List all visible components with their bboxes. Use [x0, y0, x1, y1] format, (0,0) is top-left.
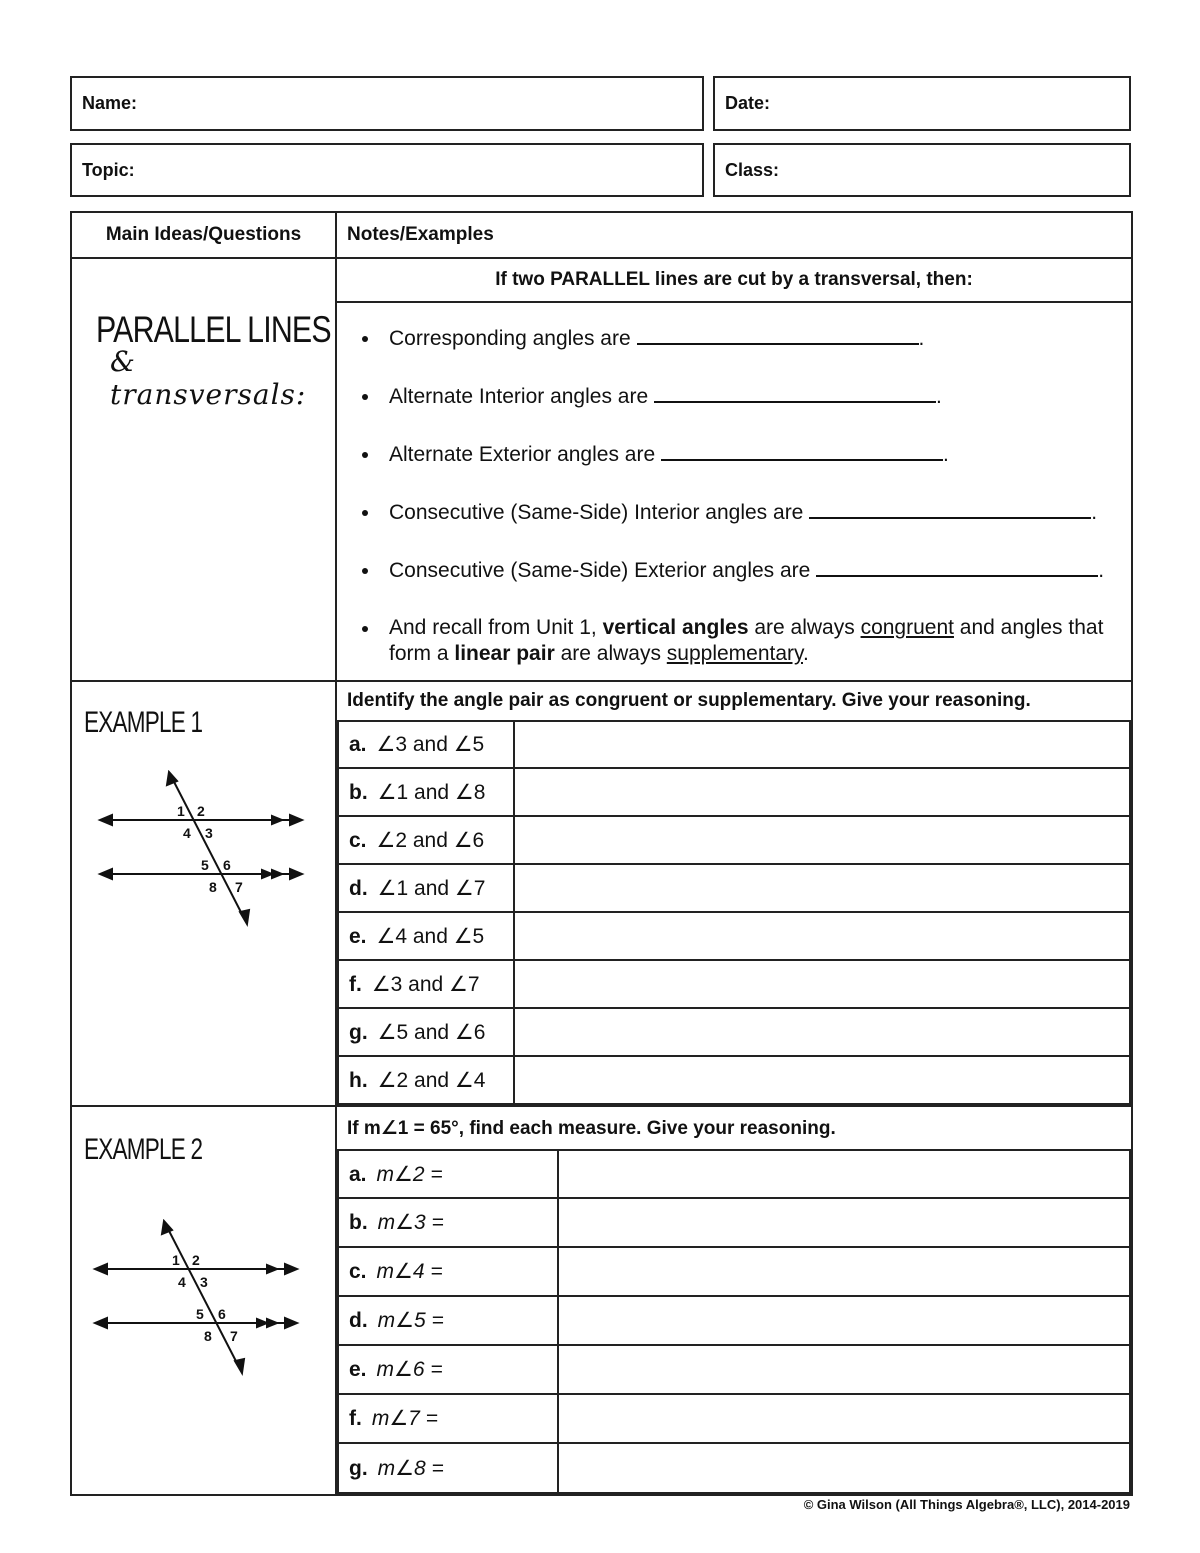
answer-cell[interactable] [514, 912, 1130, 960]
answer-cell[interactable] [558, 1296, 1130, 1345]
answer-blank[interactable] [816, 557, 1098, 577]
svg-text:5: 5 [196, 1306, 204, 1322]
list-item: Alternate Interior angles are . [357, 383, 1131, 410]
table-row: g. m∠8 = [338, 1443, 1130, 1493]
answer-cell[interactable] [558, 1345, 1130, 1394]
list-item: Alternate Exterior angles are . [357, 441, 1131, 468]
svg-text:7: 7 [230, 1328, 238, 1344]
topic-field[interactable] [70, 143, 704, 197]
answer-blank[interactable] [809, 499, 1091, 519]
name-field[interactable] [70, 76, 704, 131]
table-row: h. ∠2 and ∠4 [338, 1056, 1130, 1104]
list-item: Corresponding angles are . [357, 325, 1131, 352]
section1-subtitle: & transversals: [110, 345, 307, 411]
copyright-footer: © Gina Wilson (All Things Algebra®, LLC), 2014-2019 [803, 1497, 1130, 1512]
section1-notes [336, 258, 1132, 681]
answer-blank[interactable] [654, 383, 936, 403]
table-row: f. m∠7 = [338, 1394, 1130, 1443]
svg-text:2: 2 [192, 1252, 200, 1268]
answer-cell[interactable] [514, 1056, 1130, 1104]
answer-cell[interactable] [558, 1443, 1130, 1493]
svg-text:8: 8 [204, 1328, 212, 1344]
class-field[interactable] [713, 143, 1131, 197]
name-label: Name: [82, 93, 138, 113]
notes-examples-header: Notes/Examples [336, 212, 1132, 258]
class-label: Class: [725, 159, 780, 180]
notes-table [70, 211, 1133, 1496]
svg-text:7: 7 [235, 879, 243, 895]
answer-cell[interactable] [514, 721, 1130, 768]
rule-list [337, 303, 1131, 667]
example1-title: EXAMPLE 1 [84, 706, 203, 739]
table-row: e. ∠4 and ∠5 [338, 912, 1130, 960]
table-row: b. m∠3 = [338, 1198, 1130, 1247]
svg-text:1: 1 [177, 803, 185, 819]
answer-cell[interactable] [514, 1008, 1130, 1056]
answer-cell[interactable] [514, 768, 1130, 816]
table-row: d. m∠5 = [338, 1296, 1130, 1345]
svg-text:4: 4 [178, 1274, 186, 1290]
answer-cell[interactable] [514, 816, 1130, 864]
example1-main-idea [71, 681, 336, 1106]
table-row: c. m∠4 = [338, 1247, 1130, 1296]
example2-main-idea [71, 1106, 336, 1495]
parallel-lines-diagram-2 [92, 1219, 312, 1379]
example2-title: EXAMPLE 2 [84, 1133, 203, 1166]
topic-label: Topic: [82, 159, 135, 180]
table-row: b. ∠1 and ∠8 [338, 768, 1130, 816]
svg-text:3: 3 [205, 825, 213, 841]
example1-instruction: Identify the angle pair as congruent or supplementary. Give your reasoning. [347, 690, 1031, 711]
list-item: Consecutive (Same-Side) Interior angles are . [357, 499, 1131, 526]
answer-cell[interactable] [558, 1150, 1130, 1198]
table-row: f. ∠3 and ∠7 [338, 960, 1130, 1008]
table-row: a. ∠3 and ∠5 [338, 721, 1130, 768]
main-ideas-header: Main Ideas/Questions [71, 212, 336, 258]
answer-cell[interactable] [558, 1198, 1130, 1247]
svg-text:5: 5 [201, 857, 209, 873]
example2-instruction: If m∠1 = 65°, find each measure. Give your reasoning. [347, 1117, 836, 1139]
date-label: Date: [725, 93, 771, 113]
table-row: a. m∠2 = [338, 1150, 1130, 1198]
answer-cell[interactable] [514, 960, 1130, 1008]
answer-cell[interactable] [558, 1247, 1130, 1296]
table-row: c. ∠2 and ∠6 [338, 816, 1130, 864]
example2-answer-table [337, 1149, 1131, 1494]
date-field[interactable] [713, 76, 1131, 131]
svg-text:8: 8 [209, 879, 217, 895]
table-row: g. ∠5 and ∠6 [338, 1008, 1130, 1056]
example2-notes [336, 1106, 1132, 1495]
svg-text:6: 6 [223, 857, 231, 873]
answer-cell[interactable] [558, 1394, 1130, 1443]
svg-text:3: 3 [200, 1274, 208, 1290]
rule-header: If two PARALLEL lines are cut by a transversal, then: [337, 259, 1131, 303]
recall-item: And recall from Unit 1, vertical angles are always congruent and angles that form a linear pair are always supplementary. [357, 615, 1131, 667]
table-row: d. ∠1 and ∠7 [338, 864, 1130, 912]
parallel-lines-diagram-1 [97, 770, 317, 930]
section1-main-idea [71, 258, 336, 681]
svg-text:1: 1 [172, 1252, 180, 1268]
example1-notes [336, 681, 1132, 1106]
section1-title: PARALLEL LINES [96, 309, 331, 350]
table-row: e. m∠6 = [338, 1345, 1130, 1394]
answer-cell[interactable] [514, 864, 1130, 912]
answer-blank[interactable] [661, 441, 943, 461]
example1-answer-table [337, 720, 1131, 1105]
answer-blank[interactable] [637, 325, 919, 345]
svg-text:6: 6 [218, 1306, 226, 1322]
list-item: Consecutive (Same-Side) Exterior angles are . [357, 557, 1131, 584]
svg-text:2: 2 [197, 803, 205, 819]
svg-text:4: 4 [183, 825, 191, 841]
